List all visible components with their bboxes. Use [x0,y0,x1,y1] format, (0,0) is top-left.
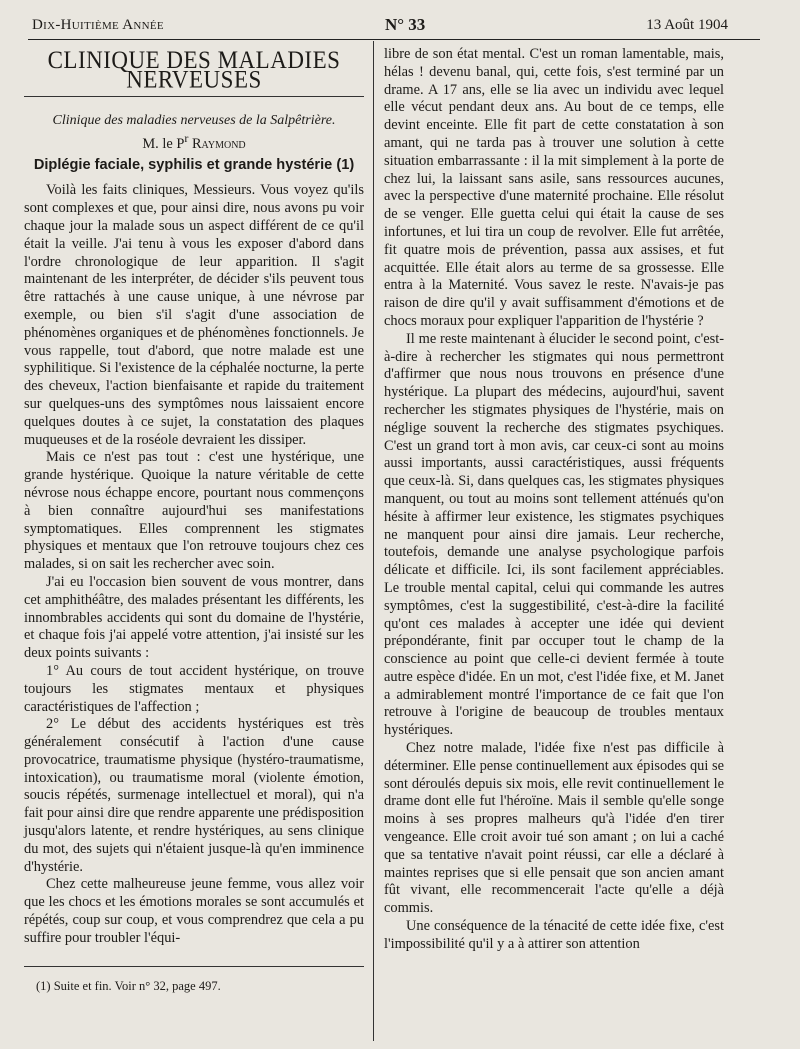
paragraph: Voilà les faits cliniques, Messieurs. Vous voyez qu'ils sont complexes et que, pour ainsi dire, nous avons pu voir chaque jour la malade sous un aspect différent de ce qu'il était la veille. J'ai tenu à vous les exposer d'abord dans l'ordre chronologique de leur apparition. Il s'agit maintenant de les interpréter, de décider s'ils peuvent tous être rattachés à une cause unique, à une névrose par exemple, ou bien s'il s'agit d'une association de phénomènes organiques et de phénomènes fonctionnels. Je vous rappelle, tout d'abord, que notre malade est une syphilitique. Si l'existence de la céphalée nocturne, la perte des cheveux, l'action bienfaisante et rapide du traitement sur quelques-uns des symptômes nous laissaient encore quelques doutes à ce sujet, la constatation des plaques muqueuses et de la roséole devraient les dissiper. [24,182,364,448]
paragraph: Une conséquence de la ténacité de cette idée fixe, c'est l'impossibilité qu'il y a à attirer son attention [384,918,724,952]
article-title: Diplégie faciale, syphilis et grande hystérie (1) [33,157,355,174]
header-volume: Dix-Huitième Année [32,16,164,33]
paragraph: Chez notre malade, l'idée fixe n'est pas difficile à déterminer. Elle pense continuellement aux épisodes qui se sont déroulés depuis six mois, elle revit continuellement le drame dont elle fut l'héroïne. Mais il semble qu'elle songe moins à ses propres malheurs qu'à l'idée d'en tirer vengeance. Elle croit avoir tué son amant ; on lui a caché que sa tentative n'avait point réussi, car elle a déclaré à maintes reprises que si elle pensait que son ancien amant fût vivant, elle recommencerait l'acte qu'elle a déjà commis. [384,740,724,917]
header-rule [28,39,760,40]
article-subtitle: Clinique des maladies nerveuses de la Salpêtrière. [52,112,336,128]
author-prefix: M. le P [142,135,185,152]
paragraph: 2° Le début des accidents hystériques est très généralement consécutif à l'action d'une cause provocatrice, traumatisme physique (hystéro-traumatisme, intoxication), ou traumatisme moral (violente émotion, soucis répétés, surmenage intellectuel et moral), qui n'a fait pour ainsi dire que rendre apparente une prédisposition jusqu'alors latente, et rendre hystériques, au sens clinique du mot, des sujets qui n'étaient jusque-là qu'en imminence d'hystérie. [24,716,364,875]
section-title: CLINIQUE DES MALADIES NERVEUSES [47,45,341,93]
header-date: 13 Août 1904 [646,16,728,33]
paragraph: Mais ce n'est pas tout : c'est une hystérique, une grande hystérique. Quoique la nature véritable de cette névrose nous échappe encore, pourtant nous commençons à bien connaître aujourd'hui ses manifestations symptomatiques. Elles comprennent les stigmates physiques et mentaux que l'on retrouve toujours chez ces malades, si on sait les rechercher avec soin. [24,449,364,573]
header-issue-number: N° 33 [384,15,426,34]
author-prefix-superscript: r [184,130,189,145]
paragraph: Il me reste maintenant à élucider le second point, c'est-à-dire à rechercher les stigmates qui nous permettront d'affirmer que nous nous trouvons en présence d'une hystérique. La plupart des médecins, aujourd'hui, savent rechercher les stigmates physiques de l'hystérie, mais on néglige souvent la recherche des stigmates psychiques. C'est un grand tort à mon avis, car ceux-ci sont au moins aussi importants, aussi caractéristiques, aussi fréquents que ceux-là. Si, dans quelques cas, les stigmates physiques manquent, ou tout au moins sont tellement atténués qu'on hésite à affirmer leur existence, les stigmates psychiques ne manquent pour ainsi dire jamais. Leur recherche, toutefois, demande une analyse psychologique parfois délicate et difficile. Ici, ils sont facilement appréciables. Le trouble mental capital, celui qui commande les autres symptômes, c'est la suggestibilité, c'est-à-dire la facilité qu'ont ces malades à accepter une idée qui devient prépondérante, finit par occuper tout le champ de la conscience au point que celle-ci devient fermée à toute autre espèce d'idée. En un mot, c'est l'idée fixe, et M. Janet a admirablement montré l'importance de ce fait que l'on retrouve à l'origine de beaucoup de troubles mentaux hystériques. [384,330,724,739]
left-column [24,46,364,994]
paragraph: Chez cette malheureuse jeune femme, vous allez voir que les chocs et les émotions morales se sont accumulés et répétés, coup sur coup, et vous comprendrez que cela a pu suffire pour troubler l'équi- [24,876,364,946]
paragraph: J'ai eu l'occasion bien souvent de vous montrer, dans cet amphithéâtre, des malades présentant les différents, les innombrables accidents qui sont du domaine de l'hystérie, et chaque fois j'ai appelé votre attention, j'ai insisté sur les deux points suivants : [24,573,364,662]
running-header [32,14,728,36]
column-divider [373,41,374,1041]
paragraph: libre de son état mental. C'est un roman lamentable, mais, hélas ! devenu banal, qui, cette fois, s'est terminé par un drame. A 17 ans, elle se lia avec un individu avec lequel elle vécut pendant deux ans. Au bout de ce temps, elle devint enceinte. Elle fit part de cette constatation à son amant, qui ne tarda pas à trouver une solution à cette situation embarrassante : il la mit simplement à la porte de chez lui, la laissant sans asile, sans ressources aucunes, avec la perspective d'une maternité prochaine. Elle résolut de se venger. Elle guetta celui qui était la cause de ses infortunes, et lui tira un coup de revolver. Elle fut arrêtée, fit quatre mois de prévention, passa aux assises, et fut acquittée. Elle était alors au terme de sa grossesse. Elle entra à la Maternité. Vous savez le reste. N'avais-je pas raison de dire qu'il y avait suffisamment d'émotions et de chocs moraux pour expliquer l'apparition de l'hystérie ? [384,46,724,329]
paragraph: 1° Au cours de tout accident hystérique, on trouve toujours les stigmates mentaux et physiques caractéristiques de l'affection ; [24,662,364,715]
right-column [384,46,724,954]
author-name: Raymond [191,135,246,152]
section-title-rule [24,96,364,97]
footnote-rule [24,966,364,967]
article-author [24,129,364,153]
footnote: (1) Suite et fin. Voir n° 32, page 497. [36,978,221,993]
